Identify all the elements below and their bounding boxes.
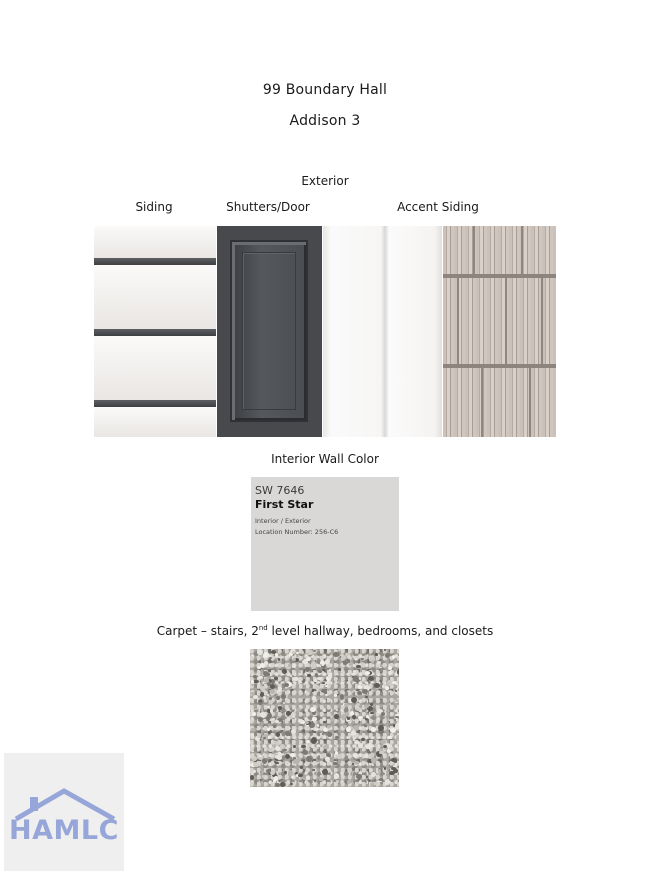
carpet-speck: [343, 725, 346, 728]
carpet-speck: [292, 664, 296, 669]
carpet-speck: [263, 737, 266, 740]
carpet-speck: [311, 666, 315, 669]
carpet-speck: [379, 751, 384, 755]
carpet-speck: [312, 717, 317, 720]
carpet-speck: [389, 703, 391, 705]
carpet-speck: [371, 772, 376, 777]
carpet-speck: [353, 753, 358, 757]
carpet-speck: [338, 649, 341, 651]
carpet-speck: [333, 762, 338, 766]
carpet-speck: [277, 756, 282, 760]
carpet-speck: [384, 767, 386, 770]
carpet-speck: [356, 774, 362, 780]
carpet-speck: [388, 683, 390, 684]
carpet-speck: [354, 761, 359, 765]
carpet-speck: [353, 670, 356, 673]
carpet-speck: [371, 757, 376, 763]
carpet-speck: [307, 688, 312, 692]
carpet-speck: [283, 702, 285, 704]
carpet-heading-suffix: level hallway, bedrooms, and closets: [267, 624, 494, 638]
carpet-speck: [358, 716, 363, 719]
carpet-speck: [269, 657, 272, 659]
carpet-speck: [316, 748, 319, 750]
carpet-speck: [267, 673, 270, 675]
carpet-speck: [371, 660, 374, 664]
carpet-speck: [290, 675, 293, 677]
carpet-speck: [395, 690, 397, 692]
carpet-heading-sup: nd: [258, 624, 268, 632]
carpet-speck: [371, 727, 376, 732]
carpet-speck: [318, 670, 322, 673]
carpet-speck: [343, 681, 346, 683]
carpet-speck: [361, 662, 364, 666]
carpet-speck: [368, 717, 370, 719]
carpet-speck: [334, 773, 339, 779]
carpet-speck: [375, 744, 378, 748]
paint-chip: [251, 477, 399, 611]
carpet-speck: [341, 655, 346, 660]
carpet-speck: [297, 708, 301, 711]
carpet-speck: [322, 682, 324, 684]
shutters-door-label: Shutters/Door: [226, 200, 310, 214]
carpet-speck: [301, 745, 306, 749]
carpet-speck: [382, 685, 385, 688]
accent-shake-swatch: [443, 226, 556, 437]
carpet-speck: [365, 696, 368, 698]
carpet-speck: [280, 782, 285, 787]
carpet-speck: [347, 780, 351, 784]
carpet-speck: [275, 686, 278, 688]
carpet-speck: [296, 652, 299, 655]
carpet-speck: [329, 669, 331, 671]
carpet-speck: [353, 676, 359, 683]
carpet-speck: [352, 767, 356, 771]
carpet-speck: [381, 712, 385, 716]
carpet-speck: [300, 766, 303, 769]
carpet-speck: [391, 758, 397, 762]
carpet-speck: [322, 669, 325, 671]
carpet-speck: [250, 775, 254, 780]
carpet-speck: [317, 724, 319, 726]
carpet-speck: [252, 751, 254, 753]
carpet-speck: [340, 694, 345, 700]
carpet-speck: [307, 674, 311, 677]
carpet-speck: [356, 703, 361, 706]
carpet-speck: [291, 776, 294, 778]
carpet-speck: [280, 745, 285, 748]
carpet-heading: [0, 624, 650, 638]
carpet-speck: [376, 773, 380, 775]
carpet-speck: [392, 681, 397, 684]
carpet-speck: [293, 658, 296, 661]
carpet-speck: [361, 738, 365, 742]
carpet-speck: [326, 681, 330, 683]
carpet-speck: [310, 707, 316, 711]
carpet-speck: [366, 652, 368, 654]
carpet-speck: [377, 661, 382, 664]
carpet-speck: [370, 712, 374, 715]
carpet-speck: [392, 655, 396, 659]
paint-name: First Star: [255, 498, 314, 511]
carpet-speck: [254, 708, 258, 710]
carpet-speck: [253, 680, 259, 684]
carpet-speck: [269, 700, 273, 704]
carpet-speck: [278, 658, 281, 661]
carpet-speck: [379, 781, 381, 782]
carpet-speck: [327, 732, 332, 737]
carpet-speck: [372, 655, 374, 657]
carpet-heading-prefix: Carpet – stairs, 2: [156, 624, 259, 638]
carpet-speck: [252, 712, 256, 717]
carpet-speck: [285, 754, 290, 759]
carpet-speck: [334, 694, 337, 697]
carpet-speck: [356, 707, 361, 711]
carpet-speck: [368, 676, 374, 681]
carpet-speck: [251, 680, 254, 683]
carpet-speck: [288, 664, 291, 667]
carpet-speck: [333, 745, 337, 747]
carpet-speck: [253, 762, 258, 767]
address-title: 99 Boundary Hall: [262, 82, 388, 98]
carpet-speck: [260, 686, 265, 691]
carpet-speck: [352, 715, 356, 719]
carpet-speck: [322, 769, 327, 775]
carpet-speck: [396, 688, 398, 690]
carpet-speck: [284, 683, 289, 687]
carpet-speck: [345, 712, 349, 716]
carpet-speck: [353, 725, 359, 730]
carpet-speck: [323, 728, 328, 732]
carpet-speck: [278, 687, 281, 691]
carpet-speck: [325, 659, 330, 663]
carpet-speck: [270, 689, 275, 694]
carpet-speck: [282, 669, 287, 674]
carpet-speck: [361, 658, 363, 660]
carpet-speck: [385, 653, 390, 658]
carpet-speck: [337, 694, 340, 696]
carpet-speck: [388, 671, 391, 674]
carpet-speck: [393, 769, 397, 773]
carpet-speck: [251, 684, 253, 687]
carpet-speck: [370, 740, 373, 742]
carpet-speck: [314, 728, 318, 731]
carpet-speck: [359, 677, 361, 680]
carpet-speck: [378, 725, 383, 731]
accent-trim-swatch: [323, 226, 442, 437]
carpet-speck: [264, 661, 268, 665]
carpet-speck: [338, 668, 342, 671]
carpet-speck: [276, 732, 280, 737]
carpet-speck: [364, 725, 367, 727]
carpet-speck: [322, 733, 324, 735]
carpet-speck: [257, 666, 261, 670]
carpet-speck: [289, 715, 292, 718]
model-title: Addison 3: [289, 113, 361, 129]
carpet-speck: [276, 696, 280, 700]
carpet-speck: [268, 748, 273, 753]
carpet-speck: [365, 671, 370, 675]
carpet-speck: [394, 699, 399, 702]
carpet-speck: [281, 694, 285, 699]
carpet-speck: [364, 705, 369, 708]
logo-text: HAMLC: [9, 815, 119, 846]
carpet-speck: [315, 685, 320, 690]
carpet-speck: [364, 755, 369, 758]
shutter-door-swatch: [217, 226, 322, 437]
carpet-speck: [299, 670, 302, 673]
carpet-speck: [372, 764, 374, 766]
carpet-speck: [397, 669, 399, 675]
carpet-speck: [328, 673, 332, 678]
paint-use: Interior / Exterior: [255, 517, 311, 525]
carpet-speck: [323, 745, 329, 750]
carpet-speck: [253, 675, 257, 678]
carpet-speck: [317, 677, 322, 681]
carpet-speck: [284, 771, 287, 774]
carpet-speck: [313, 650, 316, 653]
carpet-speck: [344, 703, 349, 707]
carpet-speck: [387, 736, 392, 740]
carpet-speck: [292, 651, 294, 653]
carpet-speck: [351, 673, 354, 675]
siding-label: Siding: [135, 200, 173, 214]
carpet-speck: [305, 667, 310, 672]
carpet-speck: [343, 661, 347, 665]
carpet-speck: [303, 750, 309, 756]
carpet-speck: [268, 732, 270, 734]
carpet-speck: [309, 731, 312, 733]
carpet-speck: [374, 683, 380, 688]
carpet-speck: [335, 736, 339, 738]
carpet-speck: [257, 733, 261, 737]
carpet-speck: [395, 723, 399, 729]
carpet-speck: [390, 728, 396, 733]
carpet-speck: [297, 757, 301, 762]
carpet-speck: [284, 749, 287, 752]
carpet-speck: [266, 653, 269, 656]
carpet-speck: [366, 776, 369, 778]
carpet-speck: [362, 689, 368, 694]
carpet-speck: [278, 706, 282, 710]
carpet-speck: [273, 725, 276, 728]
carpet-speck: [336, 780, 339, 783]
carpet-speck: [386, 704, 388, 707]
carpet-speck: [288, 733, 291, 736]
carpet-speck: [262, 758, 267, 764]
carpet-speck: [336, 709, 338, 711]
carpet-speck: [333, 652, 338, 657]
carpet-speck: [275, 720, 279, 723]
exterior-heading: Exterior: [301, 174, 349, 188]
carpet-speck: [325, 694, 328, 697]
carpet-speck: [311, 689, 314, 691]
carpet-speck: [301, 651, 304, 654]
carpet-speck: [269, 680, 272, 683]
carpet-speck: [259, 700, 262, 702]
carpet-speck: [330, 718, 335, 722]
carpet-speck: [260, 779, 263, 781]
carpet-speck: [267, 728, 270, 731]
carpet-speck: [298, 719, 303, 723]
carpet-speck: [291, 729, 296, 734]
interior-heading: Interior Wall Color: [271, 452, 379, 466]
carpet-speck: [379, 667, 382, 669]
paint-code: SW 7646: [255, 484, 305, 497]
carpet-speck: [267, 713, 272, 719]
carpet-swatch: [250, 649, 399, 787]
carpet-speck: [258, 717, 264, 722]
carpet-speck: [336, 754, 342, 759]
carpet-speck: [374, 779, 376, 781]
carpet-speck: [290, 783, 293, 785]
carpet-speck: [385, 686, 389, 690]
carpet-speck: [298, 680, 301, 682]
carpet-speck: [395, 716, 398, 718]
carpet-speck: [275, 653, 279, 656]
carpet-speck: [270, 709, 273, 713]
carpet-speck: [258, 676, 262, 679]
carpet-speck: [303, 683, 307, 685]
hamlc-logo: [4, 753, 124, 871]
carpet-speck: [384, 649, 386, 651]
carpet-speck: [393, 707, 396, 709]
carpet-speck: [367, 743, 372, 749]
carpet-speck: [304, 727, 306, 729]
carpet-speck: [396, 735, 399, 740]
carpet-speck: [293, 745, 296, 748]
carpet-speck: [327, 754, 330, 757]
carpet-speck: [323, 721, 325, 723]
carpet-speck: [370, 703, 372, 705]
carpet-speck: [368, 750, 370, 752]
carpet-speck: [312, 696, 315, 700]
carpet-speck: [319, 777, 323, 780]
carpet-speck: [307, 650, 312, 655]
carpet-speck: [260, 692, 264, 697]
siding-swatch: [94, 226, 216, 437]
carpet-speck: [267, 706, 270, 708]
carpet-speck: [259, 755, 262, 757]
carpet-speck: [345, 653, 349, 656]
accent-siding-label: Accent Siding: [397, 200, 479, 214]
carpet-speck: [306, 756, 311, 762]
carpet-speck: [274, 677, 278, 679]
carpet-speck: [298, 698, 302, 701]
carpet-speck: [285, 656, 288, 658]
carpet-speck: [253, 695, 258, 699]
carpet-speck: [356, 665, 361, 668]
carpet-speck: [313, 769, 316, 771]
carpet-speck: [378, 769, 381, 772]
carpet-speck: [394, 719, 396, 720]
carpet-speck: [347, 768, 350, 771]
carpet-speck: [358, 685, 362, 689]
carpet-speck: [262, 775, 265, 778]
carpet-speck: [354, 658, 357, 660]
carpet-speck: [346, 727, 350, 732]
carpet-speck: [298, 774, 303, 778]
carpet-speck: [351, 730, 356, 736]
carpet-speck: [385, 779, 390, 784]
carpet-speck: [253, 770, 256, 773]
carpet-speck: [314, 679, 318, 682]
carpet-speck: [370, 783, 374, 786]
carpet-speck: [364, 655, 368, 659]
carpet-speck: [251, 733, 255, 736]
carpet-speck: [349, 662, 353, 666]
carpet-speck: [347, 717, 349, 719]
house-roof-icon: [4, 753, 124, 871]
carpet-speck: [325, 685, 328, 687]
carpet-speck: [375, 653, 378, 656]
paint-location: Location Number: 256-C6: [255, 528, 339, 536]
carpet-speck: [388, 666, 392, 670]
carpet-speck: [358, 743, 363, 748]
carpet-speck: [275, 747, 279, 751]
